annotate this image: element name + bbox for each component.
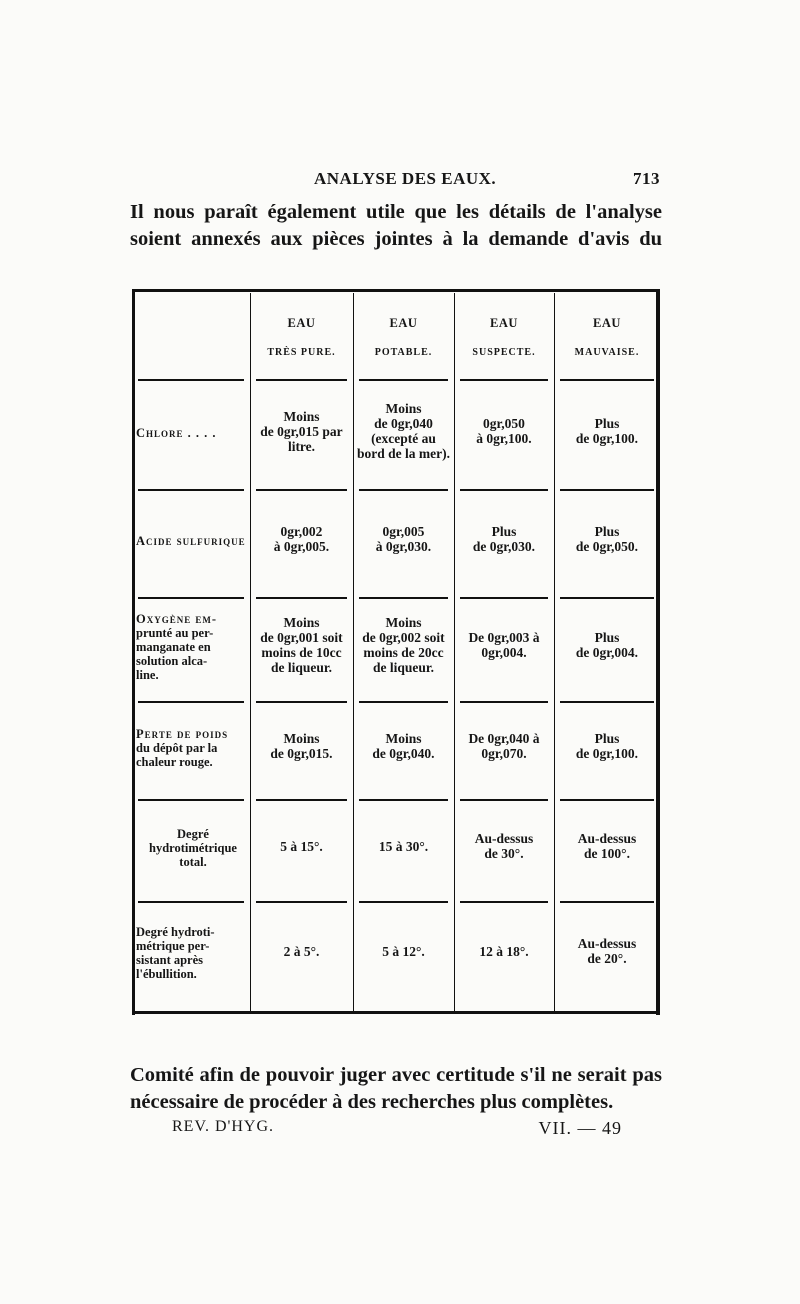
table-cell-line: Moins (283, 408, 320, 424)
row-label-line: hydrotimétrique (149, 841, 237, 855)
row-separator (138, 489, 244, 491)
table-cell (355, 401, 452, 461)
row-separator (359, 799, 448, 801)
row-separator (256, 901, 347, 903)
table-cell-line: 0gr,002 (280, 524, 323, 539)
row-label-line: sistant après (136, 953, 204, 967)
table-cell-line: 12 à 18°. (479, 943, 529, 959)
row-label-line: chaleur rouge. (136, 755, 213, 769)
row-label-line: Degré (177, 827, 209, 841)
table-cell-line: de 0gr,030. (472, 539, 536, 554)
intro-line: soient annexés aux pièces jointes à la demande d'avis du (130, 228, 662, 250)
table-cell-line: 0gr,004. (481, 645, 527, 660)
table-cell (355, 615, 452, 675)
row-separator (560, 799, 654, 801)
table-cell (252, 731, 351, 761)
table-cell-line: de 0gr,040. (372, 746, 435, 761)
table-cell-line: à 0gr,005. (273, 539, 330, 554)
row-label-line: solution alca- (136, 654, 208, 668)
row-separator (359, 701, 448, 703)
row-separator (460, 489, 548, 491)
row-label (136, 925, 250, 981)
table-cell-line: Moins (385, 615, 422, 630)
table-cell (556, 630, 658, 660)
page-footer (172, 1118, 622, 1142)
row-separator (560, 379, 654, 381)
table-cell (556, 524, 658, 554)
table-cell (252, 524, 351, 554)
table-cell (355, 524, 452, 554)
row-separator (460, 379, 548, 381)
table-cell-line: Plus (594, 524, 620, 539)
row-separator (460, 901, 548, 903)
column-header-line1: EAU (593, 316, 621, 330)
row-separator (560, 901, 654, 903)
table-left-border (132, 289, 135, 1015)
table-cell (556, 731, 658, 761)
table-cell-line: de 0gr,004. (575, 645, 639, 660)
table-cell-line: 2 à 5°. (283, 943, 320, 959)
row-label-line: l'ébullition. (136, 967, 197, 981)
table-cell-line: Plus (594, 416, 620, 431)
table-cell-line: Plus (594, 630, 620, 645)
table-cell-line: Plus (594, 731, 620, 746)
table-cell-line: de 0gr,050. (575, 539, 639, 554)
row-label-line: Oxygène em- (136, 612, 218, 626)
table-cell-line: 5 à 12°. (382, 943, 425, 959)
table-cell (556, 831, 658, 861)
closing-line: nécessaire de procéder à des recherches plus complètes. (130, 1091, 614, 1113)
table-top-rule (132, 289, 660, 292)
water-analysis-table (132, 289, 660, 1015)
row-label (136, 534, 250, 548)
table-cell-line: de 30°. (484, 846, 524, 861)
column-header (454, 316, 554, 360)
row-separator (359, 489, 448, 491)
table-cell (252, 944, 351, 959)
row-separator (256, 379, 347, 381)
table-cell-line: moins de 20cc (363, 645, 444, 660)
row-label-line: total. (179, 855, 207, 869)
row-label-line: du dépôt par la (136, 741, 218, 755)
table-cell (456, 731, 552, 761)
column-header (353, 316, 454, 360)
column-divider (250, 293, 251, 1011)
row-label-line: Chlore . . . . (136, 426, 217, 440)
row-label (136, 827, 250, 869)
table-cell (456, 524, 552, 554)
table-cell (456, 944, 552, 959)
table-cell (456, 630, 552, 660)
row-separator (256, 597, 347, 599)
table-cell-line: 0gr,005 (382, 524, 425, 539)
column-header-line2: MAUVAISE. (574, 347, 640, 358)
table-cell-line: Au-dessus (577, 831, 637, 846)
table-cell-line: Plus (491, 524, 517, 539)
intro-paragraph (130, 199, 662, 253)
table-cell-line: de 100°. (584, 846, 630, 861)
row-label-line: prunté au per- (136, 626, 214, 640)
row-separator (138, 701, 244, 703)
table-cell-line: de 0gr,015 par (260, 423, 343, 439)
row-separator (460, 597, 548, 599)
table-cell (355, 839, 452, 854)
table-cell-line: 0gr,050 (483, 416, 525, 431)
running-title: ANALYSE DES EAUX. (314, 169, 497, 188)
row-separator (560, 701, 654, 703)
table-cell-line: 5 à 15°. (280, 838, 323, 854)
intro-line: Il nous paraît également utile que les détails de l'analyse (130, 201, 662, 223)
column-header-line1: EAU (389, 316, 418, 330)
table-cell-line: 15 à 30°. (378, 838, 429, 854)
row-separator (256, 701, 347, 703)
column-header-line2: TRÈS PURE. (267, 347, 336, 358)
row-separator (138, 597, 244, 599)
table-cell-line: de 0gr,015. (270, 746, 333, 761)
table-cell (252, 409, 351, 454)
row-separator (359, 597, 448, 599)
table-cell-line: Au-dessus (577, 936, 637, 951)
row-separator (256, 799, 347, 801)
table-cell-line: Au-dessus (474, 831, 534, 846)
table-cell-line: bord de la mer). (357, 446, 450, 461)
row-separator (560, 489, 654, 491)
table-cell-line: de liqueur. (372, 660, 435, 675)
row-separator (256, 489, 347, 491)
table-cell-line: Moins (385, 401, 422, 416)
table-cell-line: 0gr,070. (481, 746, 527, 761)
table-cell-line: Moins (385, 731, 422, 746)
table-cell (355, 731, 452, 761)
closing-line: Comité afin de pouvoir juger avec certitude s'il ne serait pas (130, 1064, 662, 1086)
row-label-line: manganate en (136, 640, 211, 654)
table-cell-line: (excepté au (371, 431, 436, 446)
column-header-line1: EAU (490, 316, 518, 330)
table-cell-line: à 0gr,100. (476, 431, 532, 446)
table-cell (355, 944, 452, 959)
row-label-line: métrique per- (136, 939, 210, 953)
table-cell-line: moins de 10cc (261, 645, 342, 660)
row-separator (138, 379, 244, 381)
table-cell-line: de 0gr,100. (575, 746, 639, 761)
table-cell (556, 936, 658, 966)
row-label (136, 727, 250, 769)
row-label-line: Acide sulfurique (136, 534, 246, 548)
column-header (250, 316, 353, 360)
table-cell (252, 615, 351, 675)
table-cell-line: De 0gr,003 à (468, 630, 540, 645)
table-cell-line: à 0gr,030. (375, 539, 432, 554)
closing-paragraph (130, 1062, 662, 1116)
column-header (554, 316, 660, 360)
row-label (136, 426, 250, 440)
row-separator (460, 701, 548, 703)
running-header (130, 169, 660, 193)
column-header-line1: EAU (287, 316, 316, 330)
table-cell-line: de 0gr,100. (575, 431, 639, 446)
journal-signature: REV. D'HYG. (172, 1118, 275, 1135)
table-cell-line: litre. (287, 438, 316, 454)
table-cell (456, 831, 552, 861)
table-cell-line: de 0gr,001 soit (260, 630, 343, 645)
table-cell-line: Moins (283, 731, 320, 746)
table-cell (556, 416, 658, 446)
table-cell-line: de 0gr,040 (374, 416, 433, 431)
table-cell-line: De 0gr,040 à (468, 731, 540, 746)
table-cell-line: Moins (283, 615, 320, 630)
table-cell-line: de liqueur. (270, 660, 333, 675)
row-separator (460, 799, 548, 801)
table-cell (252, 839, 351, 854)
table-cell (456, 416, 552, 446)
row-separator (138, 799, 244, 801)
row-separator (560, 597, 654, 599)
row-label-line: line. (136, 668, 159, 682)
column-header-line2: SUSPECTE. (472, 347, 536, 358)
column-divider (353, 293, 354, 1011)
column-divider (554, 293, 555, 1011)
table-cell-line: de 20°. (587, 951, 627, 966)
column-divider (454, 293, 455, 1011)
table-cell-line: de 0gr,002 soit (362, 630, 445, 645)
row-separator (359, 901, 448, 903)
row-separator (138, 901, 244, 903)
table-bottom-rule (132, 1011, 660, 1014)
row-label-line: Perte de poids (136, 727, 229, 741)
column-header-line2: POTABLE. (374, 347, 433, 358)
page-number: 713 (633, 169, 660, 188)
row-label-line: Degré hydroti- (136, 925, 215, 939)
row-label (136, 612, 250, 682)
sheet-number: VII. — 49 (538, 1118, 622, 1138)
row-separator (359, 379, 448, 381)
